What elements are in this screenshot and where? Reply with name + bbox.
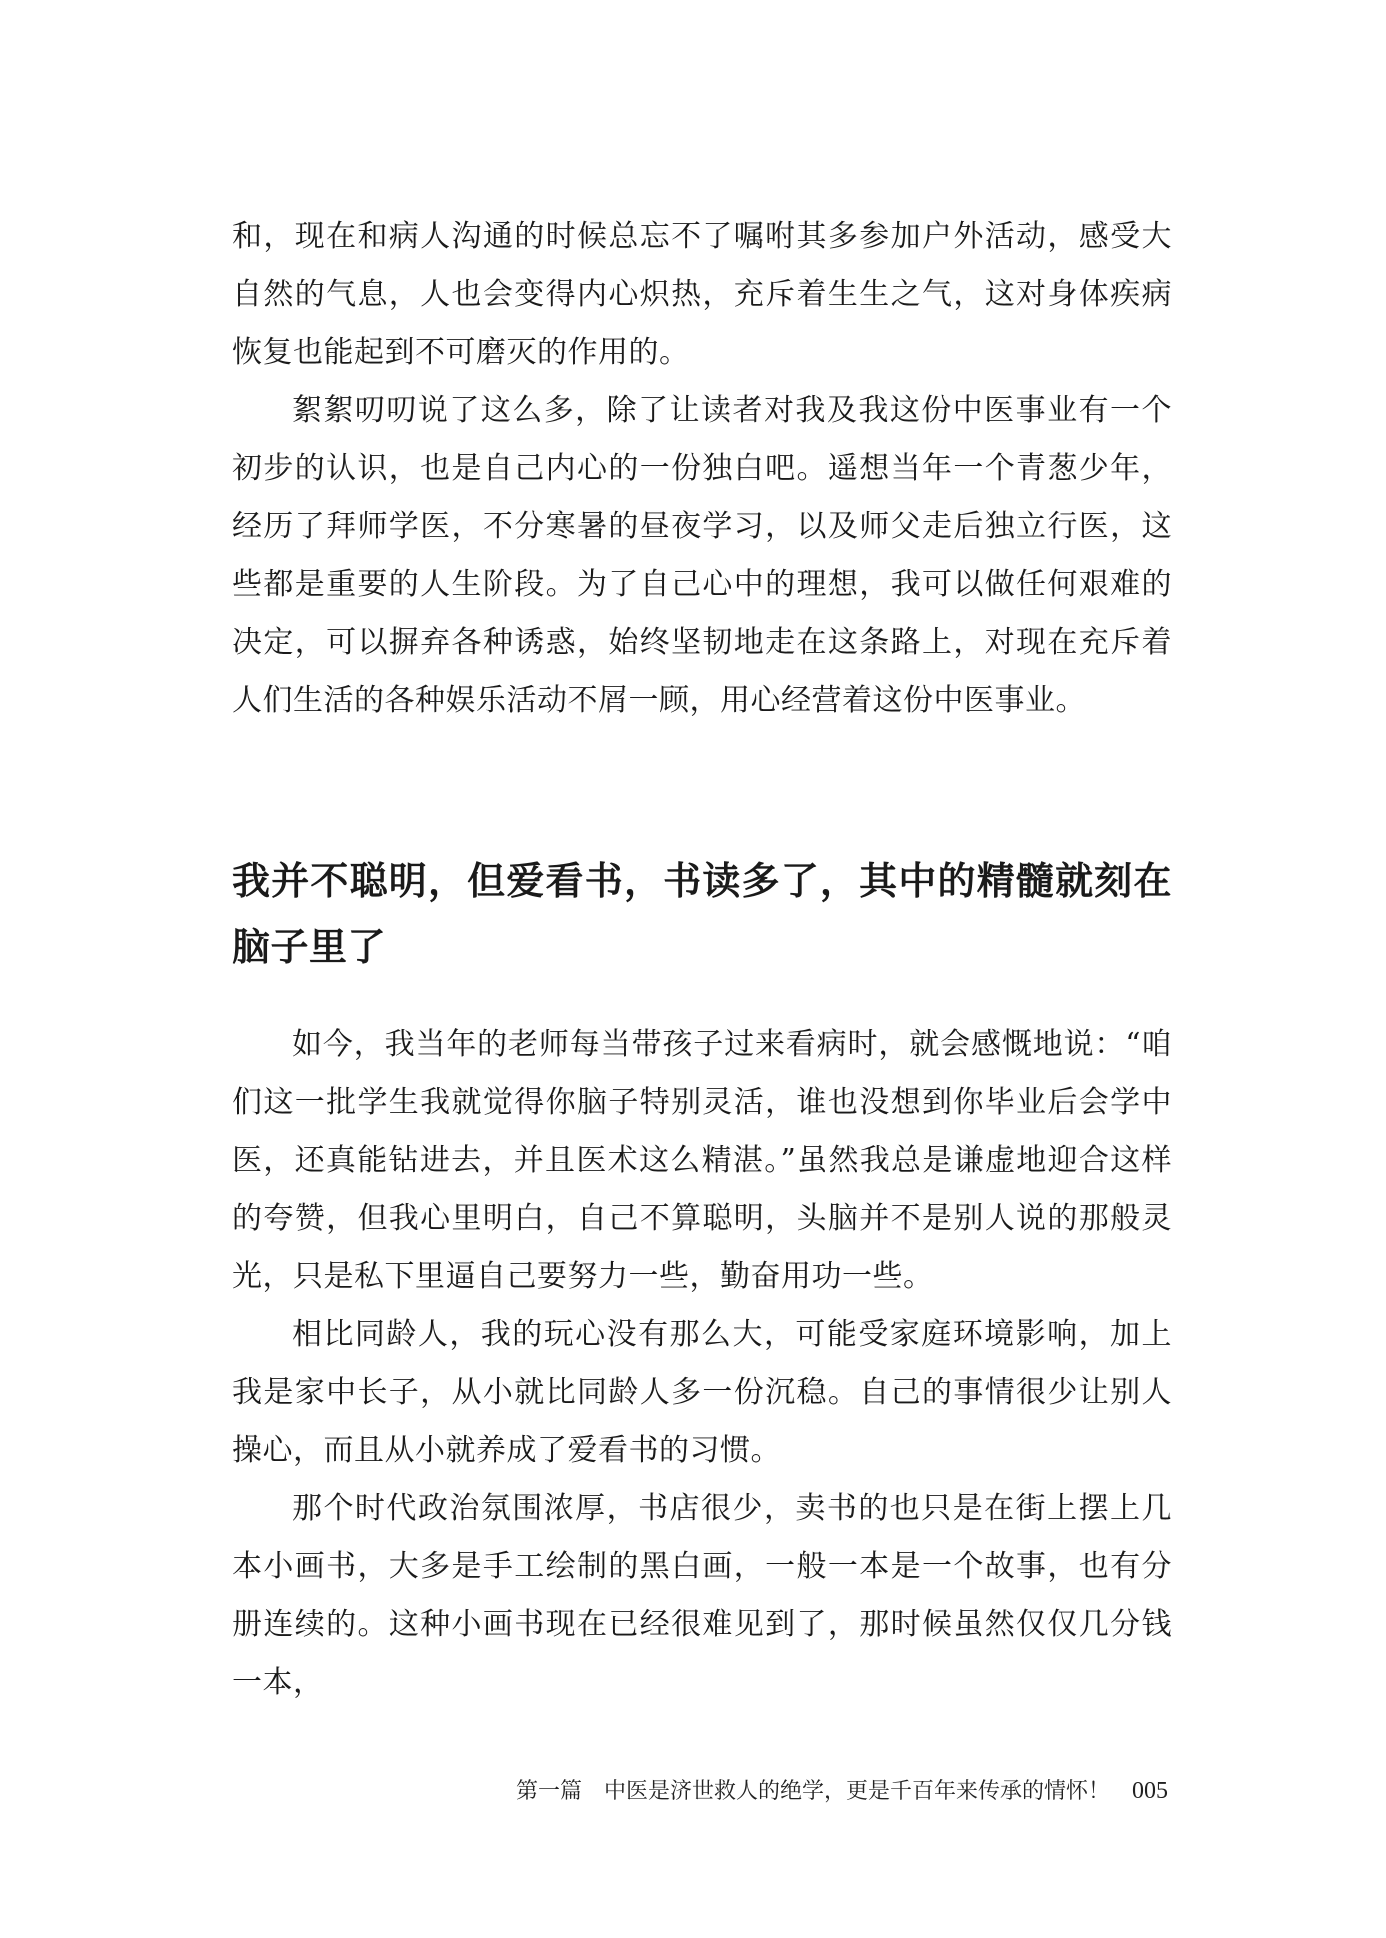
section-text-block [232, 1016, 1172, 1712]
page-number: 005 [1132, 1778, 1168, 1804]
section-heading: 我并不聪明，但爱看书，书读多了，其中的精髓就刻在脑子里了 [232, 859, 1172, 969]
paragraph: 那个时代政治氛围浓厚，书店很少，卖书的也只是在街上摆上几本小画书，大多是手工绘制的黑白画，一般一本是一个故事，也有分册连续的。这种小画书现在已经很难见到了，那时候虽然仅仅几分钱一本， [232, 1491, 1172, 1700]
top-text-block [232, 208, 1172, 730]
paragraph-continued: 和，现在和病人沟通的时候总忘不了嘱咐其多参加户外活动，感受大自然的气息，人也会变得内心炽热，充斥着生生之气，这对身体疾病恢复也能起到不可磨灭的作用的。 [232, 219, 1172, 370]
paragraph: 絮絮叨叨说了这么多，除了让读者对我及我这份中医事业有一个初步的认识，也是自己内心的一份独白吧。遥想当年一个青葱少年，经历了拜师学医，不分寒暑的昼夜学习，以及师父走后独立行医，这些都是重要的人生阶段。为了自己心中的理想，我可以做任何艰难的决定，可以摒弃各种诱惑，始终坚韧地走在这条路上，对现在充斥着人们生活的各种娱乐活动不屑一顾，用心经营着这份中医事业。 [232, 393, 1172, 718]
paragraph: 如今，我当年的老师每当带孩子过来看病时，就会感慨地说：“咱们这一批学生我就觉得你脑子特别灵活，谁也没想到你毕业后会学中医，还真能钻进去，并且医术这么精湛。”虽然我总是谦虚地迎合这样的夸赞，但我心里明白，自己不算聪明，头脑并不是别人说的那般灵光，只是私下里逼自己要努力一些，勤奋用功一些。 [232, 1027, 1172, 1294]
page-footer [516, 1774, 1168, 1805]
footer-chapter-title: 中医是济世救人的绝学，更是千百年来传承的情怀！ [603, 1779, 1110, 1804]
footer-part-label: 第一篇 [515, 1779, 582, 1804]
paragraph: 相比同龄人，我的玩心没有那么大，可能受家庭环境影响，加上我是家中长子，从小就比同龄人多一份沉稳。自己的事情很少让别人操心，而且从小就养成了爱看书的习惯。 [232, 1317, 1172, 1468]
